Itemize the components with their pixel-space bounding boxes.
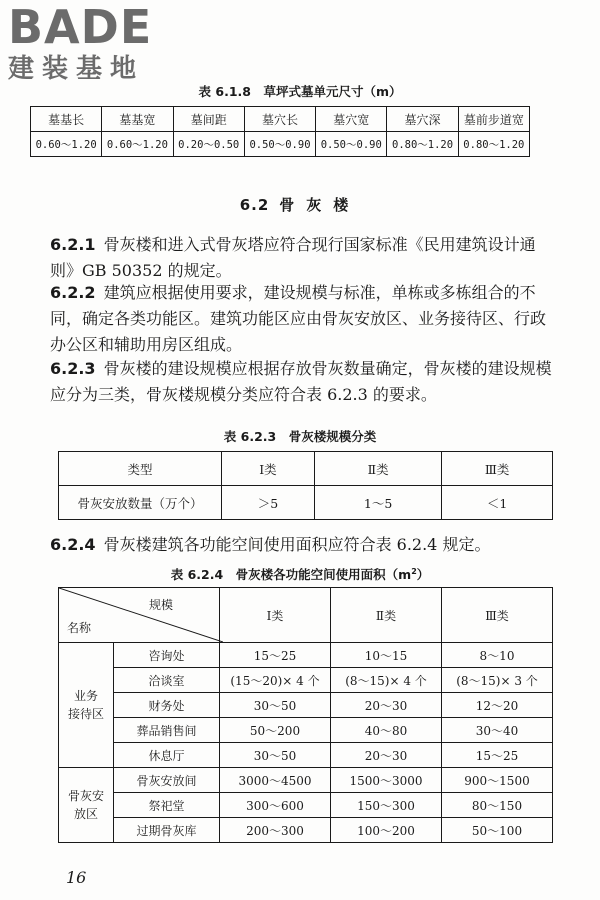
table-624-value-cell: 80～150 [442, 793, 553, 818]
table-624-label-cell: 骨灰安放间 [114, 768, 220, 793]
page-number: 16 [66, 868, 87, 887]
table-618-header-cell: 墓基宽 [102, 107, 173, 132]
table-623-header-cell: 类型 [59, 452, 222, 486]
table-624-label-cell: 财务处 [114, 693, 220, 718]
table-624-value-cell: 15～25 [220, 643, 331, 668]
table-623-header-row [59, 452, 553, 486]
table-618-value-cell: 0.50～0.90 [244, 132, 315, 157]
table-624-label-cell: 过期骨灰库 [114, 818, 220, 843]
table-623-data-row [59, 486, 553, 520]
table-624-caption: 表 6.2.4 骨灰楼各功能空间使用面积$(m^2)$ [170, 566, 430, 582]
table-624-label-cell: 咨询处 [114, 643, 220, 668]
table-624-value-cell: 8～10 [442, 643, 553, 668]
table-618-value-cell: 0.50～0.90 [316, 132, 387, 157]
table-623 [58, 451, 553, 520]
table-624-corner-cell [59, 588, 220, 643]
clause-622: 6.2.2 建筑应根据使用要求，建设规模与标准，单栋或多栋组合的不同，确定各类功能区。建筑功能区应由骨灰安放区、业务接待区、行政办公区和辅助用房区组成。 [50, 283, 547, 354]
table-618-value-cell: 0.60～1.20 [31, 132, 102, 157]
table-618-value-cell: 0.80～1.20 [387, 132, 458, 157]
table-618-header-cell: 墓穴深 [387, 107, 458, 132]
table-624-value-cell: 30～50 [220, 743, 331, 768]
section-heading [0, 194, 600, 215]
table-618-header-cell: 墓间距 [173, 107, 244, 132]
table-618-value-cell: 0.80～1.20 [458, 132, 529, 157]
table-624-group-cell: 骨灰安 放区 [59, 768, 114, 843]
table-624-header-row [59, 588, 553, 643]
table-624-value-cell: 20～30 [331, 693, 442, 718]
table-624-value-cell: 300～600 [220, 793, 331, 818]
table-624-header-cell: Ⅱ类 [331, 588, 442, 643]
logo-text-en: BADE [8, 0, 153, 54]
table-624-value-cell: 1500～3000 [331, 768, 442, 793]
table-624-value-cell: 12～20 [442, 693, 553, 718]
table-624-value-cell: 150～300 [331, 793, 442, 818]
table-624-value-cell: 10～15 [331, 643, 442, 668]
table-624-label-cell: 洽谈室 [114, 668, 220, 693]
table-624 [58, 587, 553, 843]
table-618-header-cell: 墓前步道宽 [458, 107, 529, 132]
table-624-row [59, 643, 553, 668]
table-618 [30, 106, 530, 157]
table-624-label-cell: 祭祀堂 [114, 793, 220, 818]
table-624-row [59, 743, 553, 768]
table-618-caption: 表 6.1.8 草坪式墓单元尺寸（m） [198, 84, 402, 99]
watermark-logo [8, 2, 178, 84]
table-618-header-cell: 墓穴宽 [316, 107, 387, 132]
table-624-row [59, 768, 553, 793]
table-624-value-cell: 30～50 [220, 693, 331, 718]
table-623-header-cell: Ⅱ类 [314, 452, 441, 486]
table-624-value-cell: (8～15)× 3 个 [442, 668, 553, 693]
table-624-value-cell: 20～30 [331, 743, 442, 768]
table-624-label-cell: 休息厅 [114, 743, 220, 768]
corner-label-scale: 规模 [148, 598, 173, 612]
table-618-header-cell: 墓基长 [31, 107, 102, 132]
table-624-row [59, 793, 553, 818]
table-624-value-cell: 30～40 [442, 718, 553, 743]
table-624-row [59, 718, 553, 743]
table-624-value-cell: 40～80 [331, 718, 442, 743]
clause-623: 6.2.3 骨灰楼的建设规模应根据存放骨灰数量确定，骨灰楼的建设规模应分为三类，骨灰楼规模分类应符合表 6.2.3 的要求。 [50, 359, 552, 404]
table-624-value-cell: (15～20)× 4 个 [220, 668, 331, 693]
table-623-data-cell: 骨灰安放数量（万个） [59, 486, 222, 520]
clause-621: 6.2.1 骨灰楼和进入式骨灰塔应符合现行国家标准《民用建筑设计通则》GB 50352 的规定。 [50, 235, 536, 280]
section-title: 骨灰楼 [279, 196, 361, 214]
table-618-value-cell: 0.20～0.50 [173, 132, 244, 157]
logo-text-zh: 建装基地 [8, 54, 145, 84]
table-623-data-cell: ＜1 [442, 486, 553, 520]
table-624-value-cell: 50～200 [220, 718, 331, 743]
table-618-value-row [31, 132, 530, 157]
table-623-data-cell: ＞5 [222, 486, 315, 520]
table-623-header-cell: Ⅰ类 [222, 452, 315, 486]
table-624-value-cell: 900～1500 [442, 768, 553, 793]
table-624-group-cell: 业务 接待区 [59, 643, 114, 768]
table-624-label-cell: 葬品销售间 [114, 718, 220, 743]
table-624-value-cell: (8～15)× 4 个 [331, 668, 442, 693]
table-624-row [59, 693, 553, 718]
table-618-header-row [31, 107, 530, 132]
table-623-header-cell: Ⅲ类 [442, 452, 553, 486]
table-624-value-cell: 50～100 [442, 818, 553, 843]
section-number: 6.2 [239, 196, 270, 214]
table-624-value-cell: 100～200 [331, 818, 442, 843]
table-623-data-cell: 1～5 [314, 486, 441, 520]
table-624-value-cell: 3000～4500 [220, 768, 331, 793]
table-624-header-cell: Ⅲ类 [442, 588, 553, 643]
corner-label-name: 名称 [67, 621, 92, 635]
table-624-value-cell: 15～25 [442, 743, 553, 768]
table-624-row [59, 818, 553, 843]
table-624-row [59, 668, 553, 693]
table-618-value-cell: 0.60～1.20 [102, 132, 173, 157]
table-623-caption: 表 6.2.3 骨灰楼规模分类 [223, 429, 377, 444]
table-624-header-cell: Ⅰ类 [220, 588, 331, 643]
clause-624: 6.2.4 骨灰楼建筑各功能空间使用面积应符合表 6.2.4 规定。 [50, 535, 491, 554]
table-618-header-cell: 墓穴长 [244, 107, 315, 132]
table-624-value-cell: 200～300 [220, 818, 331, 843]
